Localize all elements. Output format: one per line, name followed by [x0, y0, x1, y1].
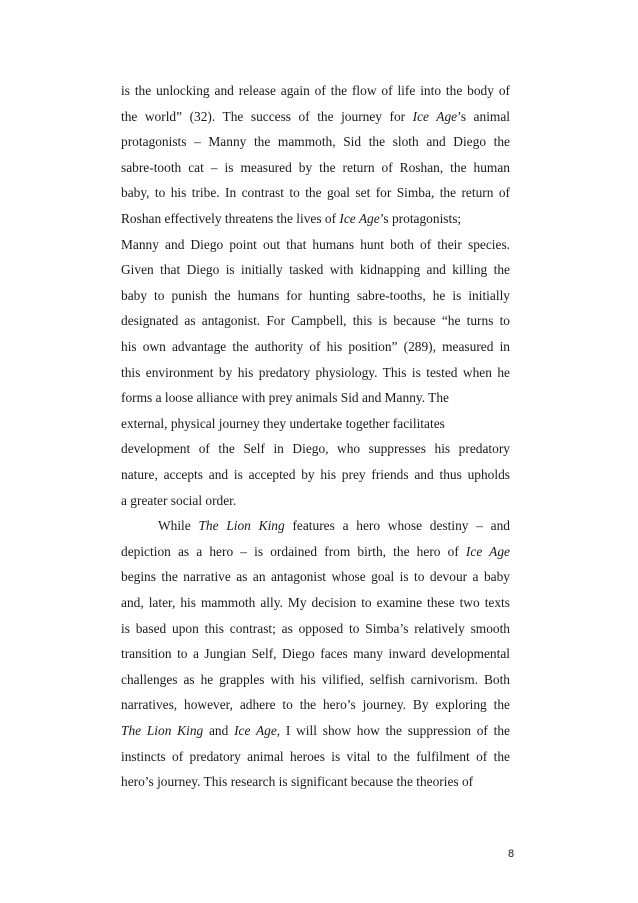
text-line	[158, 518, 510, 534]
text-line	[121, 569, 510, 585]
italic-title: Ice Age	[234, 723, 277, 738]
text-line	[121, 390, 449, 406]
text-line	[121, 723, 510, 739]
text-line	[121, 749, 510, 765]
text-segment: narratives, however, adhere to the hero’s journey. By exploring the	[121, 697, 510, 713]
text-line	[121, 160, 510, 176]
text-segment: features a hero whose destiny – and	[284, 518, 510, 534]
text-segment: baby to punish the humans for hunting sabre-tooths, he is initially	[121, 287, 510, 303]
text-segment: Given that Diego is initially tasked with kidnapping and killing the	[121, 262, 510, 278]
text-segment: this environment by his predatory physiology. This is tested when he	[121, 364, 510, 380]
page-number: 8	[508, 848, 515, 860]
text-segment: development of the Self in Diego, who suppresses his predatory	[121, 441, 510, 457]
text-line	[121, 134, 510, 150]
text-segment: the world” (32). The success of the journey for	[121, 108, 413, 124]
text-line	[121, 467, 510, 483]
text-segment: ’s animal	[457, 108, 510, 124]
text-line	[121, 544, 510, 560]
text-segment: While	[158, 518, 199, 534]
text-line	[121, 774, 473, 790]
text-segment: begins the narrative as an antagonist whose goal is to devour a baby	[121, 569, 510, 585]
text-segment: external, physical journey they undertake together facilitates	[121, 415, 445, 431]
text-line	[121, 262, 510, 278]
text-segment: forms a loose alliance with prey animals Sid and Manny. The	[121, 390, 449, 406]
text-line	[121, 697, 510, 713]
italic-title: Ice Age	[465, 543, 510, 559]
text-line	[121, 646, 510, 662]
text-line	[121, 595, 510, 611]
text-segment: transition to a Jungian Self, Diego faces many inward developmental	[121, 646, 510, 662]
text-line	[121, 313, 510, 329]
text-segment: instincts of predatory animal heroes is vital to the fulfilment of the	[121, 748, 510, 764]
text-line	[121, 211, 461, 227]
text-segment: challenges as he grapples with his vilified, selfish carnivorism. Both	[121, 671, 510, 687]
text-segment: his own advantage the authority of his position” (289), measured in	[121, 339, 510, 354]
text-line	[121, 441, 510, 457]
text-segment: and, later, his mammoth ally. My decision to examine these two texts	[121, 595, 510, 610]
text-segment: , I will show how the suppression of the	[276, 723, 511, 738]
text-segment: baby, to his tribe. In contrast to the goal set for Simba, the return of	[121, 185, 510, 201]
text-segment: nature, accepts and is accepted by his prey friends and thus upholds	[121, 467, 510, 482]
text-segment: is based upon this contrast; as opposed to Simba’s relatively smooth	[121, 620, 510, 636]
text-line	[121, 365, 510, 381]
italic-title: The Lion King	[198, 518, 285, 534]
text-segment: protagonists – Manny the mammoth, Sid the sloth and Diego the	[121, 134, 510, 150]
text-line	[121, 672, 510, 688]
italic-title: The Lion King	[121, 723, 204, 738]
text-segment: Roshan effectively threatens the lives of	[121, 211, 340, 226]
italic-title: Ice Age	[339, 211, 380, 226]
text-segment: depiction as a hero – is ordained from birth, the hero of	[121, 543, 466, 559]
text-line	[121, 83, 510, 99]
text-line	[121, 621, 510, 637]
text-segment: Manny and Diego point out that humans hunt both of their species.	[121, 236, 510, 252]
text-segment: hero’s journey. This research is significant because the theories of	[121, 774, 474, 790]
text-line	[121, 493, 236, 509]
text-line	[121, 339, 510, 355]
text-segment: is the unlocking and release again of the flow of life into the body of	[121, 83, 510, 98]
text-segment: sabre-tooth cat – is measured by the return of Roshan, the human	[121, 159, 510, 175]
text-line	[121, 416, 445, 432]
text-segment: a greater social order.	[121, 492, 237, 508]
italic-title: Ice Age	[412, 108, 458, 124]
text-line	[121, 185, 510, 201]
text-segment: designated as antagonist. For Campbell, this is because “he turns to	[121, 313, 510, 329]
text-line	[121, 109, 510, 125]
text-line	[121, 288, 510, 304]
text-segment: and	[203, 723, 235, 738]
text-segment: ’s protagonists;	[379, 211, 462, 226]
text-line	[121, 237, 510, 253]
